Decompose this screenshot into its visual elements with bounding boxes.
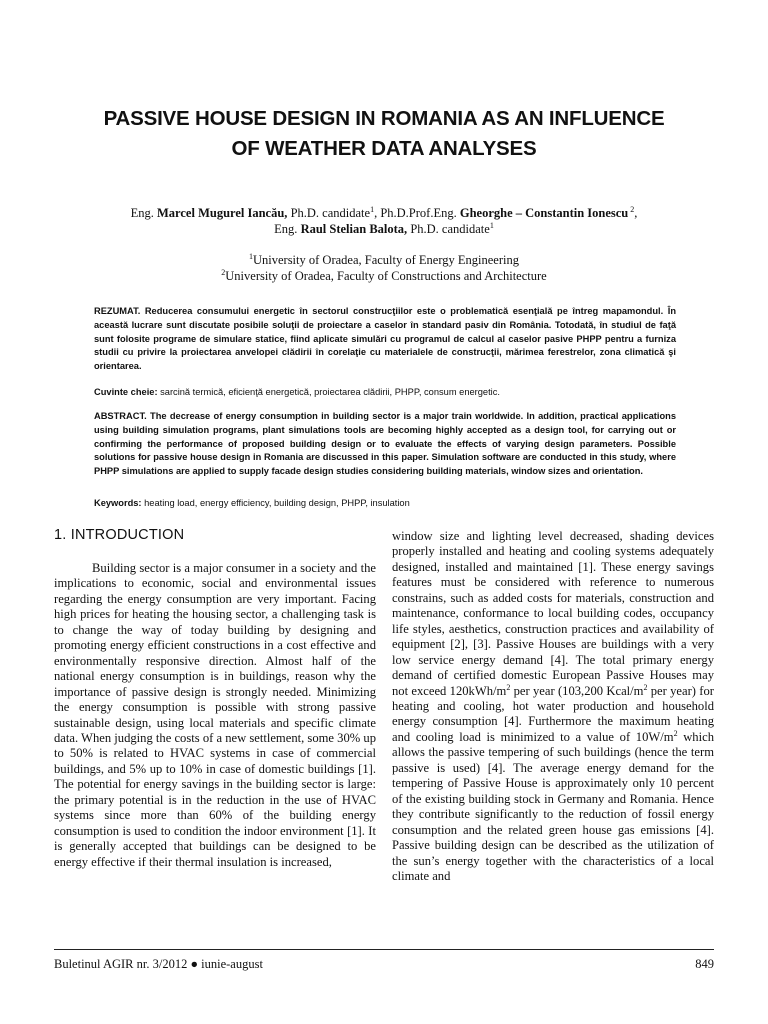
- right-text-3: per year) for heating and cooling, hot water production and household energy consumption [4]. Furthermore the maximum heating and cooling load is minimized to a value of 10W/m: [392, 683, 714, 744]
- keywords-text: heating load, energy efficiency, building design, PHPP, insulation: [141, 498, 410, 508]
- author-1-affiliation-mark: 1: [370, 204, 375, 214]
- author-3-name: Raul Stelian Balota,: [300, 222, 408, 236]
- cuvinte-cheie: [94, 386, 676, 400]
- cuvinte-cheie-text: sarcină termică, eficienţă energetică, proiectarea clădirii, PHPP, consum energetic.: [157, 387, 500, 397]
- author-line-2: [40, 221, 728, 237]
- paper-title: [40, 104, 728, 164]
- right-text-2: per year (103,200 Kcal/m: [510, 683, 644, 698]
- journal-footer: Buletinul AGIR nr. 3/2012 ● iunie-august: [54, 957, 263, 971]
- superscript-2: 2: [643, 682, 648, 692]
- author-list: [40, 205, 728, 237]
- right-text-4: which allows the passive tempering of such buildings (hence the term passive is used) [4]. The average energy demand for the tempering of Passive House is approximately only 10 percent of the existing building stock in Germany and Romania. Hence they contribute significantly to the reduction of fossil energy consumption and the related green house gas emissions [4]. Passive building design can be described as the utilization of the sun’s energy together with the characteristics of a local climate and: [392, 729, 714, 883]
- author-3-title: Ph.D. candidate: [407, 222, 490, 236]
- right-column: [392, 529, 714, 884]
- author-1-name: Marcel Mugurel Iancău,: [157, 206, 288, 220]
- english-abstract: [94, 410, 676, 479]
- affiliation-2-text: University of Oradea, Faculty of Constructions and Architecture: [225, 269, 547, 283]
- introduction-paragraph-1: Building sector is a major consumer in a society and the implications to economic, social and environmental issues regarding the energy consumption are very important. Facing high prices for heating the housing sector, a challenging task is to change the way of today building by designing and promoting energy efficient constructions in a cost effective and environmentally responsive direction. Almost half of the national energy consumption is in buildings, reason why the importance of passive design is strongly needed. Minimizing the energy consumption is possible with strong passive sustainable design, using local materials and specific climate data. When judging the costs of a new settlement, some 30% up to 50% is related to HVAC systems in case of commercial buildings, and 5% up to 10% in case of domestic buildings [1]. The potential for energy savings in the building sector is large: the primary potential is in the reduction in the use of HVAC systems since more than 60% of the building energy consumption is used to condition the indoor environment [1]. It is generally accepted that buildings can be designed to be energy effective if their thermal insulation is increased,: [54, 561, 376, 869]
- author-1-prefix: Eng.: [130, 206, 157, 220]
- paper-title-line-2: OF WEATHER DATA ANALYSES: [231, 137, 537, 160]
- rezumat-text: Reducerea consumului energetic în sectorul construcţiilor este o problematică esenţială pe întreg mapamondul. În această lucrare sunt discutate posibile soluţii de proiectare a caselor în standard pasiv din România. Totodată, în studiul de faţă sunt folosite programe de simulare statice, fiind aplicate simulări cu programul de calcul al caselor pasive PHPP pentru a furniza studii cu privire la proiectarea anvelopei clădirii în corelaţie cu materialele de construcţii, mărimea ferestrelor, zona climatică şi orientarea.: [94, 306, 676, 372]
- superscript-1: 2: [506, 682, 511, 692]
- superscript-3: 2: [673, 728, 678, 738]
- abstract-text: The decrease of energy consumption in building sector is a major train worldwide. In addition, practical applications using building simulation programs, plant simulations tools are becoming highly accepted as a design tool, for carrying out or confirming the performance of proposed building design or to evaluate the effects of varying design parameters. Possible solutions for passive house design in Romania are discussed in this paper. Simulation software are conducted in this study, where PHPP simulations are applied to supply facade design studies considering building materials, window sizes and orientation.: [94, 411, 676, 477]
- affiliation-1: [40, 252, 728, 268]
- affiliation-1-text: University of Oradea, Faculty of Energy Engineering: [252, 253, 519, 267]
- author-3-prefix: Eng.: [274, 222, 301, 236]
- author-1-title: Ph.D. candidate: [287, 206, 371, 220]
- rezumat-abstract: [94, 305, 676, 374]
- affiliation-2: [40, 268, 728, 284]
- paper-title-line-1: PASSIVE HOUSE DESIGN IN ROMANIA AS AN INFLUENCE: [103, 107, 665, 130]
- right-text-1: window size and lighting level decreased, shading devices properly installed and heating and cooling systems adequately designed, installed and maintained [1]. These energy savings features must be considered with reference to numerous constrains, such as added costs for materials, construction and maintenance, conformance to local building codes, occupancy life styles, aesthetics, construction practices and availability of equipment [2], [3]. Passive Houses are buildings with a very low service energy demand [4]. The total primary energy demand of certified domestic European Passive Houses may not exceed 120kWh/m: [392, 529, 714, 698]
- author-2-affiliation-mark: 2: [628, 204, 635, 214]
- affiliation-1-mark: 1: [248, 251, 253, 261]
- keywords: [94, 497, 676, 511]
- author-2-name: Gheorghe – Constantin Ionescu: [459, 206, 629, 220]
- affiliations: [40, 252, 728, 284]
- author-2-prefix: , Ph.D.Prof.Eng.: [374, 206, 460, 220]
- introduction-paragraph-continued: [392, 529, 714, 884]
- page-number: 849: [695, 957, 714, 971]
- section-heading-introduction: 1. INTRODUCTION: [54, 527, 185, 543]
- author-3-affiliation-mark: 1: [489, 220, 494, 230]
- rezumat-label: REZUMAT.: [94, 306, 141, 316]
- cuvinte-cheie-label: Cuvinte cheie:: [94, 387, 158, 397]
- author-line-1: Eng. Marcel Mugurel Iancău, Ph.D. candidate$^1$, Ph.D.Prof.Eng. Gheorghe – Constantin Ionescu $^2$,: [130, 204, 638, 220]
- footer-rule: [54, 949, 714, 950]
- left-column: [54, 561, 376, 870]
- keywords-label: Keywords:: [94, 498, 142, 508]
- abstract-label: ABSTRACT.: [94, 411, 147, 421]
- affiliation-2-mark: 2: [221, 267, 226, 277]
